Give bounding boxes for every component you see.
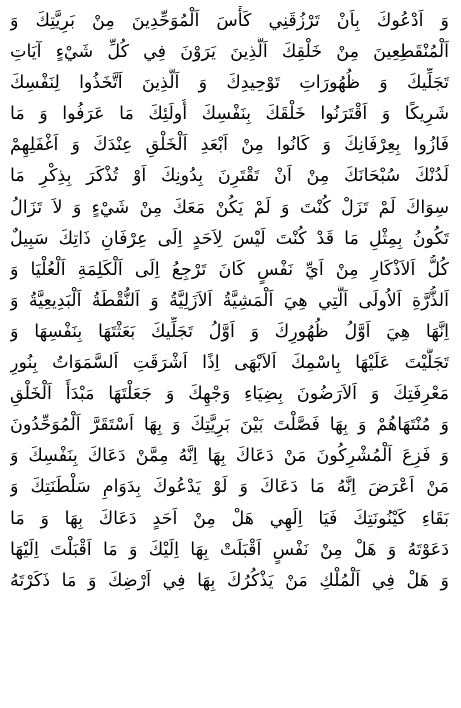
text-line: وَ فَزِعَ اَلْمُشْرِكُونَ مَنْ دَعَاكَ بِهَا اِنَّهُ مِمَّنْ دَعَاكَ بِنَفْسِكَ وَ [10,446,449,467]
text-line: سِوَاكَ لَمْ تَزَلْ كُنْتَ وَ لَمْ يَكُنْ مَعَكَ مِنْ شَيْءٍ وَ لاَ تَزَالُ [10,197,449,218]
text-line: تَجَلَّيْتَ عَلَيْهَا بِاسْمِكَ اَلاَبْهَى اِذًا اَشْرَقَتِ اَلسَّمَوَاتُ بِنُورِ [10,353,449,374]
text-line: فَازُوا بِعِرْفَانِكَ وَ كَانُوا مِنْ اَبْعَدِ اَلْخَلْقِ عِنْدَكَ وَ اَغْفَلِهِمْ [10,135,449,156]
text-line: مَنْ اَعْرَضَ اِنَّهُ مَا دَعَاكَ وَ لَوْ يَدْعُوكَ بِدَوَامِ سَلْطَنَتِكَ وَ [10,477,449,498]
text-line: تَجَلِّيكَ وَ ظُهُورَاتِ تَوْحِيدِكَ وَ اَلَّذِينَ اَتَّخَذُوا لِنَفْسِكَ [10,73,449,94]
text-line: اِنَّهَا هِيَ اَوَّلُ ظُهُورِكَ وَ اَوَّلُ تَجَلِّيكَ بَعَثْتَهَا بِنَفْسِهَا وَ [10,321,449,342]
text-line: كُلُّ اَلاَذْكَارِ مِنْ اَيِّ نَفْسٍ كَانَ تَرْجِعُ اِلَى اَلْكَلِمَةِ اَلْعُلْيَا وَ [10,259,449,280]
text-line: دَعَوْتَهُ وَ هَلْ مِنْ نَفْسٍ اَقْبَلَتْ بِهَا اِلَيْكَ وَ مَا اَقْبَلْتَ اِلَيْهَا [10,539,449,560]
text-line: شَرِيكًا وَ اَقْتَرَنُوا خَلْقَكَ بِنَفْسِكَ أُولَئِكَ مَا عَرَفُوا وَ مَا [10,104,449,125]
text-line: وَ مُنْتَهَاهُمْ وَ بِهَا فَصَّلْتَ بَيْنَ بَرِيَّتِكَ وَ بِهَا اَسْتَقَرَّ اَلْمُوَحِّدُونَ [10,415,449,436]
text-line: وَ اَدْعُوكَ بِاَنْ تَرْزُقَنِي كَأْسَ اَلْمُوَحِّدِينَ مِنْ بَرِيَّتِكَ وَ [10,11,449,31]
text-line: مَعْرِفَتِكَ وَ اَلاَرَضُونَ بِضِيَاءِ وَجْهِكَ وَ جَعَلْتَهَا مَبْدَأَ اَلْخَلْقِ [10,384,449,405]
text-line: وَ هَلْ فِي اَلْمُلْكِ مَنْ يَذْكُرُكَ بِهَا فِي اَرْضِكَ وَ مَا ذَكَرْتَهُ [10,570,449,591]
text-line: اَلْمُنْقَطِعِينَ مِنْ خَلْقِكَ اَلَّذِينَ يَرَوْنَ فِي كُلِّ شَيْءٍ آيَاتِ [10,42,449,63]
text-line: بَقَاءِ كَيْنُونَتِكَ فَيَا اِلَهِي هَلْ مِنْ اَحَدٍ دَعَاكَ بِهَا وَ مَا [10,508,449,529]
arabic-text-block [10,6,449,597]
text-line: تَكُونُ بِمِثْلِ مَا قَدْ كُنْتَ لَيْسَ لِاَحَدٍ اِلَى عِرْفَانِ ذَاتِكَ سَبِيلٌ [10,228,449,249]
text-line: لَدُنْكَ سُبْحَانَكَ مِنْ اَنْ تَقْتَرِنَ بِدُونِكَ اَوْ تُذْكَرَ بِذِكْرِ مَا [10,166,449,187]
text-line: اَلذُّرَّةِ اَلاُولَى اَلَّتِي هِيَ اَلْمَشِيَّةُ اَلاَزَلِيَّةُ وَ اَلنُّقْطَةُ اَلْبَدِيعِيَّةُ وَ [10,290,449,311]
